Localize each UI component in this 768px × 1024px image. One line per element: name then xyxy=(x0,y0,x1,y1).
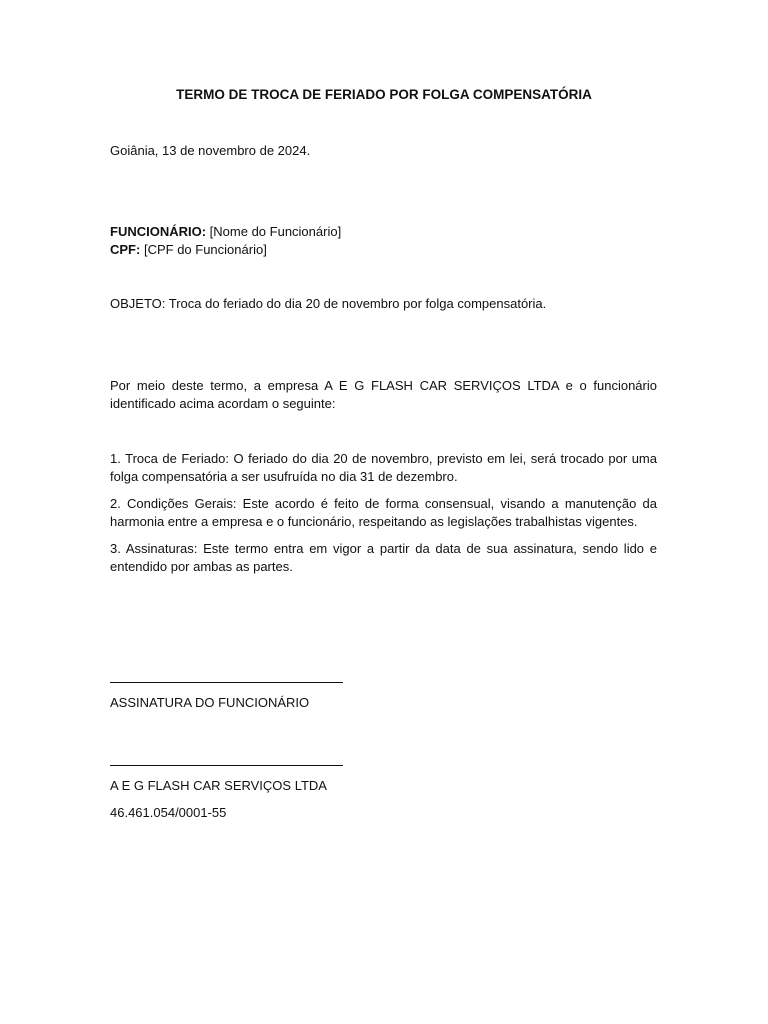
company-cnpj: 46.461.054/0001-55 xyxy=(110,805,227,820)
company-name: A E G FLASH CAR SERVIÇOS LTDA xyxy=(110,778,327,793)
employee-name-value: [Nome do Funcionário] xyxy=(209,224,342,239)
object-line: OBJETO: Troca do feriado do dia 20 de novembro por folga compensatória. xyxy=(110,296,547,311)
employee-cpf-value: [CPF do Funcionário] xyxy=(143,242,267,257)
clause-1: 1. Troca de Feriado: O feriado do dia 20 de novembro, previsto em lei, será trocado por uma folga compensatória a ser usufruída no dia 31 de dezembro. xyxy=(110,451,657,484)
employee-cpf-label: CPF: xyxy=(110,242,141,257)
employee-signature-label: ASSINATURA DO FUNCIONÁRIO xyxy=(110,695,310,710)
employee-cpf-line xyxy=(110,241,657,259)
document-title: TERMO DE TROCA DE FERIADO POR FOLGA COMPENSATÓRIA xyxy=(176,87,592,102)
date-line: Goiânia, 13 de novembro de 2024. xyxy=(110,143,311,158)
intro-paragraph: Por meio deste termo, a empresa A E G FLASH CAR SERVIÇOS LTDA e o funcionário identificado acima acordam o seguinte: xyxy=(110,378,657,411)
employee-signature-line xyxy=(110,682,343,683)
clause-3: 3. Assinaturas: Este termo entra em vigor a partir da data de sua assinatura, sendo lido e entendido por ambas as partes. xyxy=(110,541,657,574)
clause-2: 2. Condições Gerais: Este acordo é feito de forma consensual, visando a manutenção da harmonia entre a empresa e o funcionário, respeitando as legislações trabalhistas vigentes. xyxy=(110,496,657,529)
employee-name-line xyxy=(110,223,657,241)
employee-name-label: FUNCIONÁRIO: xyxy=(110,224,207,239)
company-signature-line xyxy=(110,765,343,766)
